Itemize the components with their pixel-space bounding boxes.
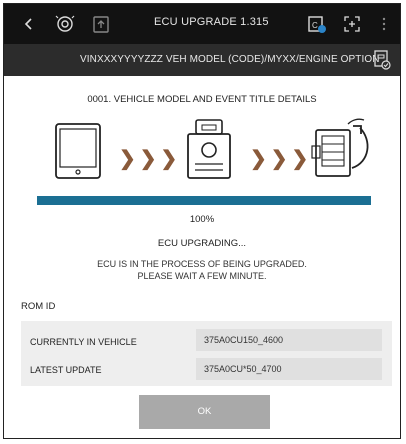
latest-rom-value: 375A0CU*50_4700 (196, 358, 382, 380)
vehicle-doc-icon[interactable] (371, 49, 393, 71)
app-window (3, 3, 401, 439)
app-title: ECU UPGRADE 1.315 (154, 16, 269, 28)
svg-text:C: C (312, 21, 318, 30)
rom-id-label: ROM ID (21, 301, 56, 312)
status-message-line-2: PLEASE WAIT A FEW MINUTE. (137, 271, 267, 281)
upgrade-progress-bar (37, 196, 371, 205)
event-title: 0001. VEHICLE MODEL AND EVENT TITLE DETAILS (87, 94, 317, 105)
flow-chevrons-1: ❯❯❯ (119, 148, 182, 170)
progress-percent: 100% (189, 214, 215, 225)
status-message-line-1: ECU IS IN THE PROCESS OF BEING UPGRADED. (97, 259, 307, 269)
status-message (4, 258, 400, 282)
upgrade-progress-fill (37, 196, 371, 205)
vci-connector-icon (184, 118, 234, 182)
tablet-icon (54, 122, 102, 180)
fit-screen-icon[interactable] (341, 13, 363, 35)
flow-chevrons-2: ❯❯❯ (250, 148, 313, 170)
current-rom-value: 375A0CU150_4600 (196, 329, 382, 351)
status-heading: ECU UPGRADING... (157, 238, 247, 249)
vehicle-info-text: VINXXXYYYYZZZ VEH MODEL (CODE)/MYXX/ENGINE OPTION (80, 54, 380, 65)
wheel-settings-icon[interactable] (54, 13, 76, 35)
current-rom-label: CURRENTLY IN VEHICLE (30, 337, 137, 347)
more-icon[interactable] (373, 13, 395, 35)
ecu-refresh-icon (308, 116, 378, 184)
vehicle-info-bar (4, 44, 400, 76)
ok-button[interactable]: OK (139, 395, 270, 429)
back-icon[interactable] (18, 13, 40, 35)
device-status-icon[interactable] (306, 13, 328, 35)
screen-export-icon[interactable] (90, 13, 112, 35)
top-toolbar (4, 4, 400, 44)
latest-rom-label: LATEST UPDATE (30, 365, 102, 375)
rom-id-panel (21, 321, 392, 386)
